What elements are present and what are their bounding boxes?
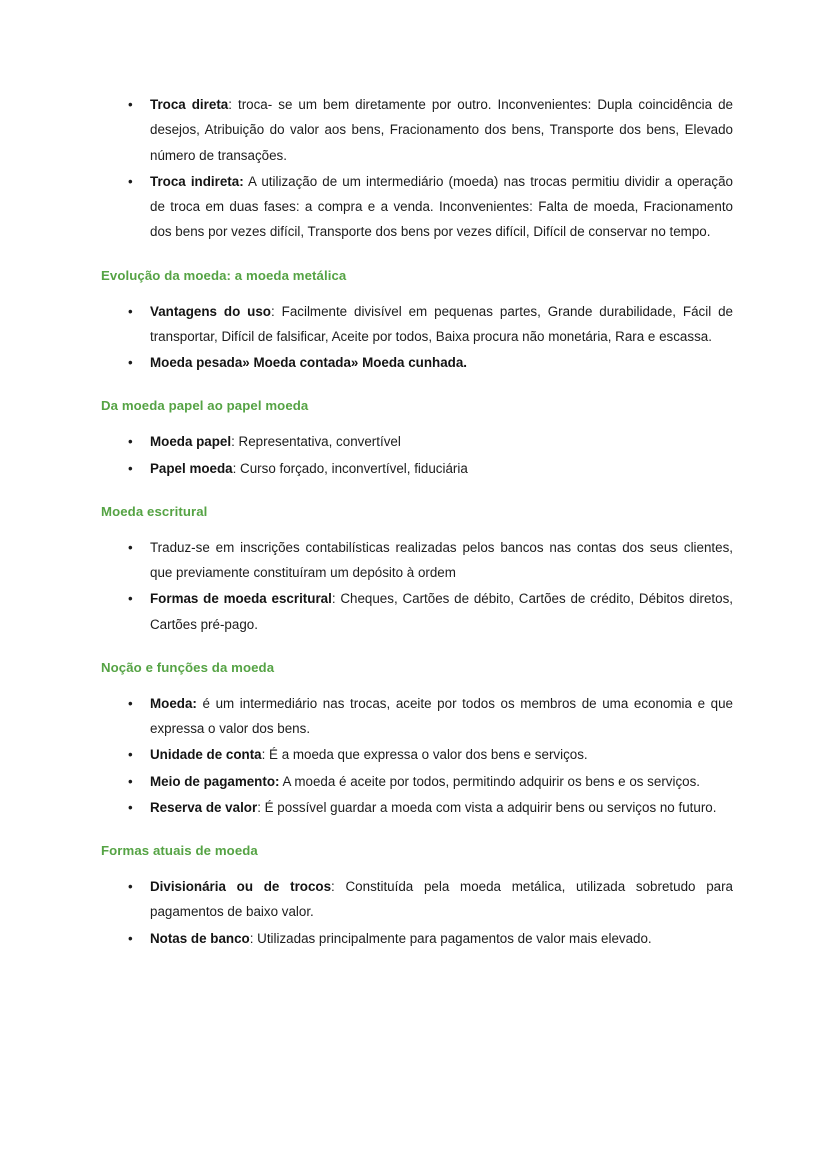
list-item bbox=[101, 742, 733, 767]
list-item-lead: Divisionária ou de trocos bbox=[150, 879, 332, 894]
list-item-text: : Curso forçado, inconvertível, fiduciária bbox=[232, 460, 468, 476]
section-bullet-list-formas-atuais bbox=[101, 874, 733, 951]
list-item-lead: Moeda papel bbox=[150, 434, 232, 450]
list-item-lead: Vantagens do uso bbox=[150, 303, 271, 319]
list-item-text: : Facilmente divisível em pequenas partes, Grande durabilidade, Fácil de transportar, Difícil de falsificar, Aceite por todos, Baixa procura não monetária, Rara e escassa. bbox=[150, 303, 733, 344]
section-bullet-list-moeda-escritural bbox=[101, 535, 733, 637]
list-item-lead: Formas de moeda escritural bbox=[150, 591, 332, 607]
list-item bbox=[101, 169, 733, 245]
list-item-lead: Notas de banco bbox=[150, 930, 250, 946]
list-item-lead: Reserva de valor bbox=[150, 799, 258, 815]
list-item bbox=[101, 350, 733, 375]
document-body bbox=[101, 92, 733, 951]
intro-bullet-list bbox=[101, 92, 733, 245]
list-item-text: : É possível guardar a moeda com vista a adquirir bens ou serviços no futuro. bbox=[257, 799, 717, 815]
section-heading-moeda-papel: Da moeda papel ao papel moeda bbox=[101, 398, 309, 414]
section-heading-evolucao: Evolução da moeda: a moeda metálica bbox=[101, 267, 347, 283]
list-item bbox=[101, 456, 733, 481]
list-item-text: : Utilizadas principalmente para pagamentos de valor mais elevado. bbox=[249, 930, 652, 946]
section-bullet-list-evolucao bbox=[101, 299, 733, 376]
list-item bbox=[101, 92, 733, 168]
list-item-text: é um intermediário nas trocas, aceite por todos os membros de uma economia e que expressa o valor dos bens. bbox=[150, 695, 733, 736]
section-bullet-list-moeda-papel bbox=[101, 429, 733, 481]
list-item bbox=[101, 586, 733, 637]
list-item bbox=[101, 299, 733, 350]
list-item bbox=[101, 429, 733, 454]
list-item bbox=[101, 874, 733, 925]
list-item-lead: Moeda pesada» Moeda contada» Moeda cunhada. bbox=[150, 355, 467, 371]
list-item-lead: Troca direta bbox=[150, 97, 229, 112]
list-item bbox=[101, 691, 733, 742]
section-heading-moeda-escritural: Moeda escritural bbox=[101, 503, 208, 519]
list-item-lead: Unidade de conta bbox=[150, 747, 262, 763]
list-item-text: A utilização de um intermediário (moeda) nas trocas permitiu dividir a operação de troca em duas fases: a compra e a venda. Inconvenientes: Falta de moeda, Fracionamento dos bens por vezes difícil, Transporte dos bens por vezes difícil, Difícil de conservar no tempo. bbox=[150, 173, 733, 240]
list-item bbox=[101, 926, 733, 951]
list-item-text: Traduz-se em inscrições contabilísticas realizadas pelos bancos nas contas dos seus clientes, que previamente constituíram um depósito à ordem bbox=[150, 539, 733, 580]
list-item bbox=[101, 535, 733, 586]
list-item-text: : Cheques, Cartões de débito, Cartões de crédito, Débitos diretos, Cartões pré-pago. bbox=[150, 591, 733, 632]
list-item-text: : troca- se um bem diretamente por outro. Inconvenientes: Dupla coincidência de desejos, Atribuição do valor aos bens, Fracionamento dos bens, Transporte dos bens, Elevado número de transações. bbox=[150, 97, 733, 163]
list-item-text: : Constituída pela moeda metálica, utilizada sobretudo para pagamentos de baixo valor. bbox=[150, 879, 733, 920]
list-item-lead: Moeda: bbox=[150, 695, 197, 711]
section-bullet-list-nocao-funcoes bbox=[101, 691, 733, 820]
list-item-lead: Papel moeda bbox=[150, 460, 233, 476]
list-item-lead: Meio de pagamento: bbox=[150, 773, 280, 789]
list-item bbox=[101, 769, 733, 794]
list-item bbox=[101, 795, 733, 820]
list-item-text: A moeda é aceite por todos, permitindo adquirir os bens e os serviços. bbox=[279, 773, 701, 789]
section-heading-formas-atuais: Formas atuais de moeda bbox=[101, 843, 258, 859]
list-item-text: : Representativa, convertível bbox=[231, 434, 401, 450]
list-item-lead: Troca indireta: bbox=[150, 173, 244, 189]
section-heading-nocao-funcoes: Noção e funções da moeda bbox=[101, 659, 275, 675]
list-item-text: : É a moeda que expressa o valor dos bens e serviços. bbox=[261, 747, 588, 763]
